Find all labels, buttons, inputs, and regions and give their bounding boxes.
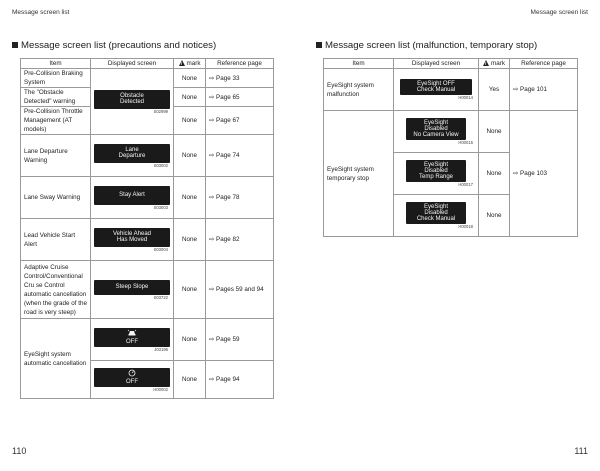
left-section-title [12, 40, 216, 51]
screen-cell [91, 319, 174, 361]
screen-line: EyeSight [423, 119, 448, 126]
ref-cell: ⇨ Pages 59 and 94 [206, 261, 274, 319]
disabled-no-camera-screen [406, 118, 466, 140]
warning-triangle-icon [483, 60, 489, 66]
screen-line: Disabled [424, 209, 448, 216]
screen-cell [91, 135, 174, 177]
item-cell: Lane Departure Warning [21, 135, 91, 177]
ref-cell: ⇨ Page 94 [206, 361, 274, 399]
mark-cell: None [174, 219, 206, 261]
disabled-check-manual-screen [406, 202, 466, 224]
image-code: J03196 [154, 346, 168, 352]
image-code: S02999 [153, 108, 168, 114]
mark-cell: None [174, 177, 206, 219]
mark-cell: None [174, 361, 206, 399]
screen-line: EyeSight [423, 161, 448, 168]
mark-cell: None [174, 107, 206, 135]
screen-line: Stay Alert [119, 191, 145, 198]
item-cell: EyeSight system malfunction [324, 69, 394, 111]
mark-cell: None [479, 153, 510, 195]
table-row [21, 135, 274, 177]
screen-cell [91, 177, 174, 219]
page-number-right: 111 [574, 446, 588, 456]
screen-line: EyeSight OFF [417, 80, 455, 87]
screen-line: Lane [125, 146, 139, 153]
ref-cell: ⇨ Page 65 [206, 88, 274, 107]
col-screen: Displayed screen [91, 59, 174, 69]
left-section-title-text: Message screen list (precautions and notices) [21, 40, 217, 51]
screen-line: Vehicle Ahead [112, 230, 152, 237]
table-header-row [21, 59, 274, 69]
right-section-title [316, 40, 537, 51]
mark-cell: None [174, 69, 206, 88]
image-code: H00018 [458, 224, 473, 229]
mark-cell: None [479, 195, 510, 237]
col-mark: ! mark [174, 59, 206, 69]
screen-cell [91, 261, 174, 319]
image-code: S03722 [153, 294, 168, 300]
screen-cell [394, 153, 479, 195]
col-item: Item [324, 59, 394, 69]
mark-cell: None [479, 111, 510, 153]
mark-cell: None [174, 135, 206, 177]
screen-cell [394, 69, 479, 111]
car-collision-icon-svg [127, 329, 137, 337]
col-ref: Reference page [510, 59, 578, 69]
ref-cell: ⇨ Page 103 [510, 111, 578, 237]
mark-cell: None [174, 88, 206, 107]
ref-cell: ⇨ Page 33 [206, 69, 274, 88]
image-code: H00014 [458, 95, 473, 100]
table-row [324, 111, 578, 153]
screen-line: No Camera View [413, 132, 459, 139]
table-row [324, 69, 578, 111]
table-row [21, 319, 274, 361]
section-bullet [12, 42, 18, 48]
car-collision-icon [127, 329, 137, 339]
screen-line: Steep Slope [115, 283, 149, 290]
steep-slope-screen [94, 280, 170, 295]
mark-cell: None [174, 319, 206, 361]
ref-cell: ⇨ Page 59 [206, 319, 274, 361]
running-head-left: Message screen list [12, 9, 70, 16]
table-header-row [324, 59, 578, 69]
image-code: S03003 [153, 204, 168, 210]
screen-line: Departure [118, 153, 146, 159]
image-code: H00017 [458, 182, 473, 187]
mark-cell: None [174, 261, 206, 319]
malfunction-table [323, 58, 578, 237]
cancel-screen-1 [94, 328, 170, 347]
steering-cruise-icon-svg [128, 369, 136, 377]
running-head-right: Message screen list [530, 9, 588, 16]
screen-line: Obstacle [120, 92, 144, 99]
col-ref: Reference page [206, 59, 274, 69]
cancel-screen-2 [94, 368, 170, 387]
steering-cruise-icon [128, 369, 136, 379]
screen-line: Disabled [424, 125, 448, 132]
col-item: Item [21, 59, 91, 69]
image-code: H00015 [458, 140, 473, 145]
item-cell: Lead Vehicle Start Alert [21, 219, 91, 261]
screen-cell [91, 219, 174, 261]
eyesight-off-screen [400, 79, 472, 95]
image-code: S03004 [153, 246, 168, 252]
screen-line: Has Moved [116, 237, 148, 243]
vehicle-ahead-screen [94, 228, 170, 247]
table-row [21, 219, 274, 261]
screen-line: Disabled [424, 167, 448, 174]
col-screen: Displayed screen [394, 59, 479, 69]
screen-line: OFF [126, 338, 138, 345]
image-code: H00002 [153, 386, 168, 392]
ref-cell: ⇨ Page 101 [510, 69, 578, 111]
warning-triangle-icon [179, 60, 185, 66]
mark-cell: Yes [479, 69, 510, 111]
screen-line: Check Manual [416, 87, 456, 93]
image-code: S03002 [153, 162, 168, 168]
screen-line: Temp Range [418, 174, 454, 181]
item-cell: The "Obstacle Detected" warning [21, 88, 91, 107]
item-cell: EyeSight system automatic cancellation [21, 319, 91, 399]
lane-departure-screen [94, 144, 170, 163]
screen-cell [394, 195, 479, 237]
screen-cell [91, 361, 174, 399]
obstacle-screen [94, 90, 170, 109]
stay-alert-screen [94, 186, 170, 205]
screen-cell [394, 111, 479, 153]
page-number-left: 110 [12, 446, 27, 456]
screen-line: EyeSight [423, 203, 448, 210]
table-row [21, 261, 274, 319]
section-bullet [316, 42, 322, 48]
disabled-temp-range-screen [406, 160, 466, 182]
screen-line: OFF [126, 378, 138, 385]
col-mark: ! mark [479, 59, 510, 69]
item-cell: Pre-Collision Throttle Management (AT models) [21, 107, 91, 135]
ref-cell: ⇨ Page 67 [206, 107, 274, 135]
ref-cell: ⇨ Page 74 [206, 135, 274, 177]
table-row [21, 177, 274, 219]
table-row [21, 69, 274, 88]
screen-cell [91, 69, 174, 135]
screen-line: Detected [119, 99, 144, 105]
ref-cell: ⇨ Page 82 [206, 219, 274, 261]
precautions-table [20, 58, 274, 399]
ref-cell: ⇨ Page 78 [206, 177, 274, 219]
item-cell: Lane Sway Warning [21, 177, 91, 219]
item-cell: EyeSight system temporary stop [324, 111, 394, 237]
item-cell: Pre-Collision Braking System [21, 69, 91, 88]
screen-line: Check Manual [416, 216, 456, 223]
item-cell: Adaptive Cruise Control/Conventional Cru se Control automatic cancellation (when the grade of the road is very steep) [21, 261, 91, 319]
right-section-title-text: Message screen list (malfunction, temporary stop) [325, 40, 538, 51]
